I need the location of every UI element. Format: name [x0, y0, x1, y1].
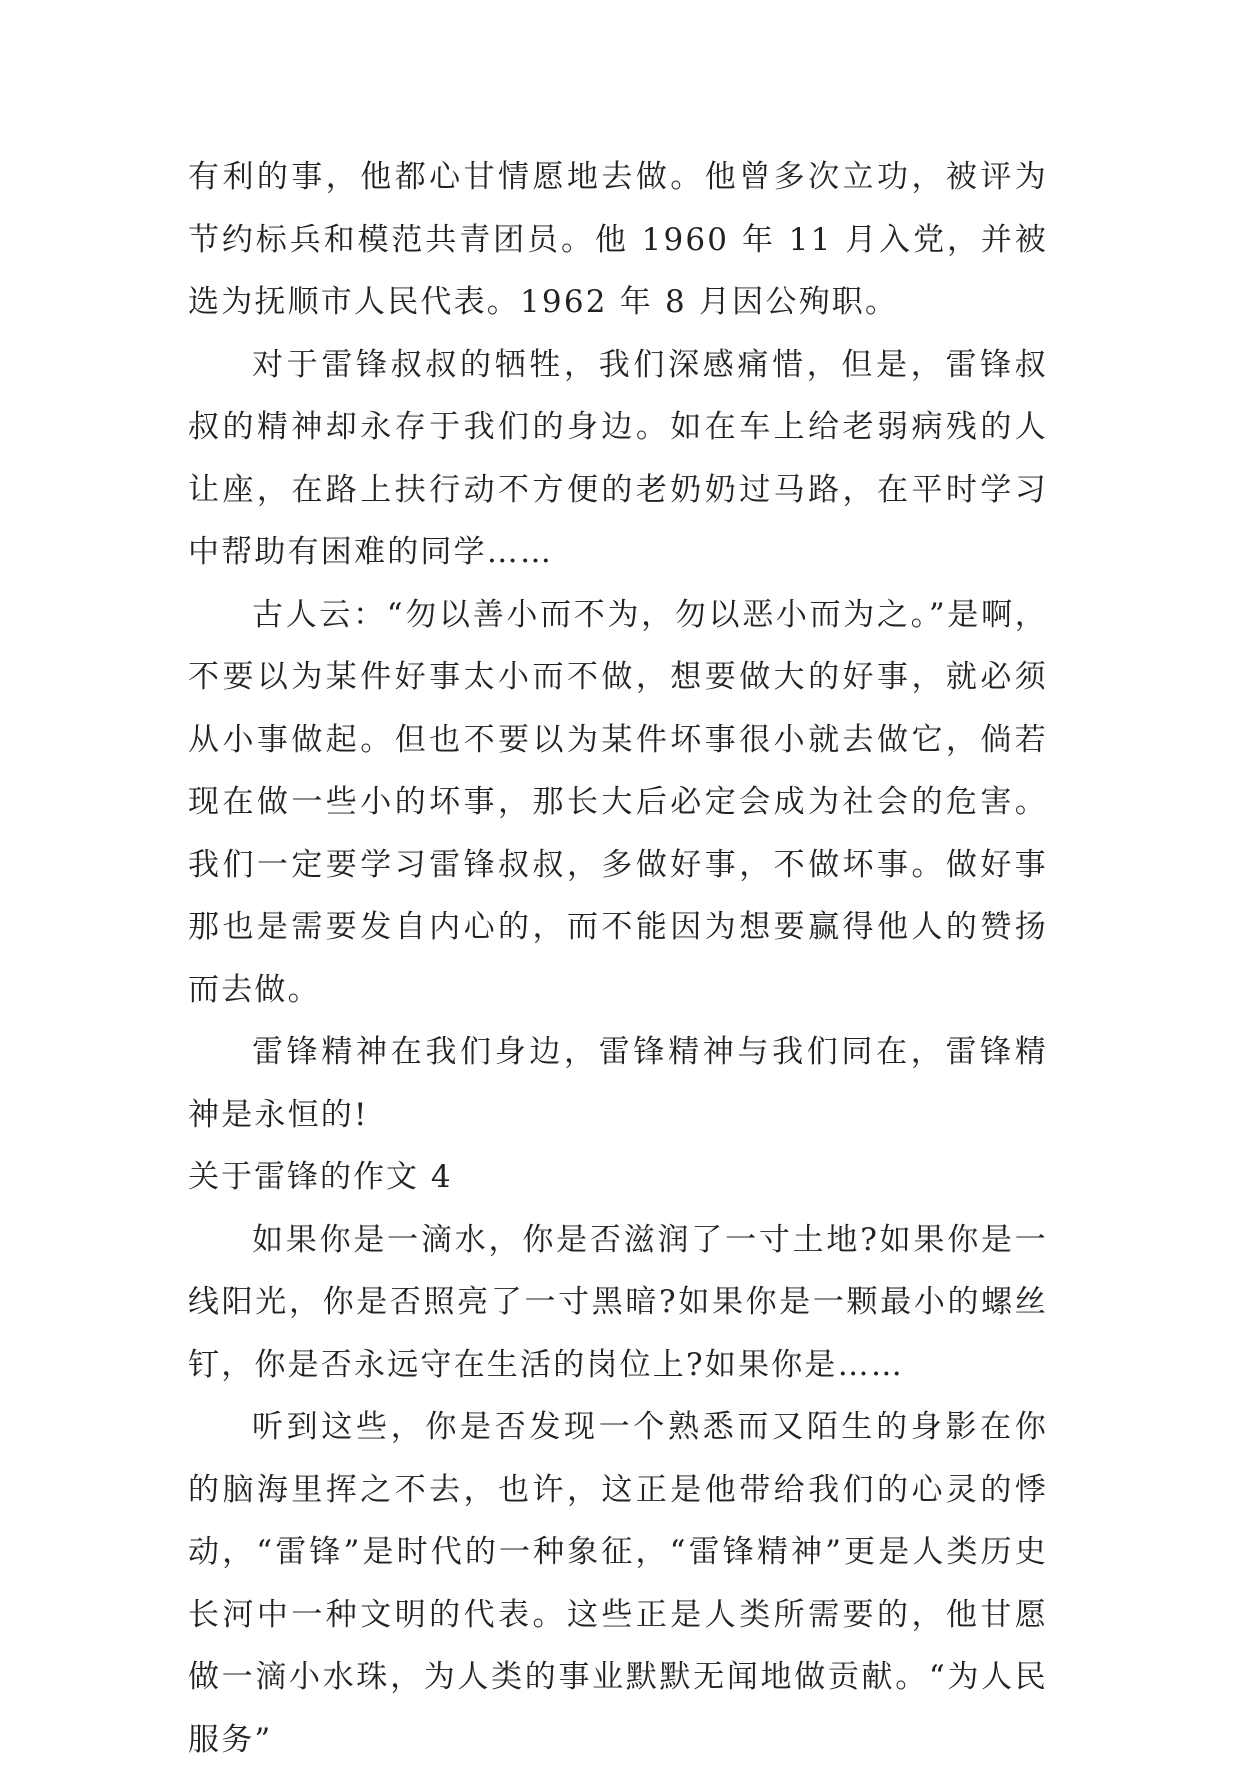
- paragraph: 听到这些，你是否发现一个熟悉而又陌生的身影在你的脑海里挥之不去，也许，这正是他带给我们的心灵的悸动，“雷锋”是时代的一种象征，“雷锋精神”更是人类历史长河中一种文明的代表。这些正是人类所需要的，他甘愿做一滴小水珠，为人类的事业默默无闻地做贡献。“为人民服务”: [188, 1409, 1048, 1758]
- paragraph: 有利的事，他都心甘情愿地去做。他曾多次立功，被评为节约标兵和模范共青团员。他 1960 年 11 月入党，并被选为抚顺市人民代表。1962 年 8 月因公殉职。: [188, 159, 1048, 320]
- section-heading: 关于雷锋的作文 4: [188, 1159, 453, 1195]
- document-body: [188, 146, 1048, 1771]
- paragraph: 古人云：“勿以善小而不为，勿以恶小而为之。”是啊，不要以为某件好事太小而不做，想要做大的好事，就必须从小事做起。但也不要以为某件坏事很小就去做它，倘若现在做一些小的坏事，那长大后必定会成为社会的危害。我们一定要学习雷锋叔叔，多做好事，不做坏事。做好事那也是需要发自内心的，而不能因为想要赢得他人的赞扬而去做。: [188, 596, 1048, 1008]
- paragraph: 雷锋精神在我们身边，雷锋精神与我们同在，雷锋精神是永恒的!: [188, 1034, 1048, 1133]
- paragraph: 对于雷锋叔叔的牺牲，我们深感痛惜，但是，雷锋叔叔的精神却永存于我们的身边。如在车上给老弱病残的人让座，在路上扶行动不方便的老奶奶过马路，在平时学习中帮助有困难的同学……: [188, 346, 1048, 570]
- paragraph: 如果你是一滴水，你是否滋润了一寸土地?如果你是一线阳光，你是否照亮了一寸黑暗?如果你是一颗最小的螺丝钉，你是否永远守在生活的岗位上?如果你是……: [188, 1221, 1048, 1383]
